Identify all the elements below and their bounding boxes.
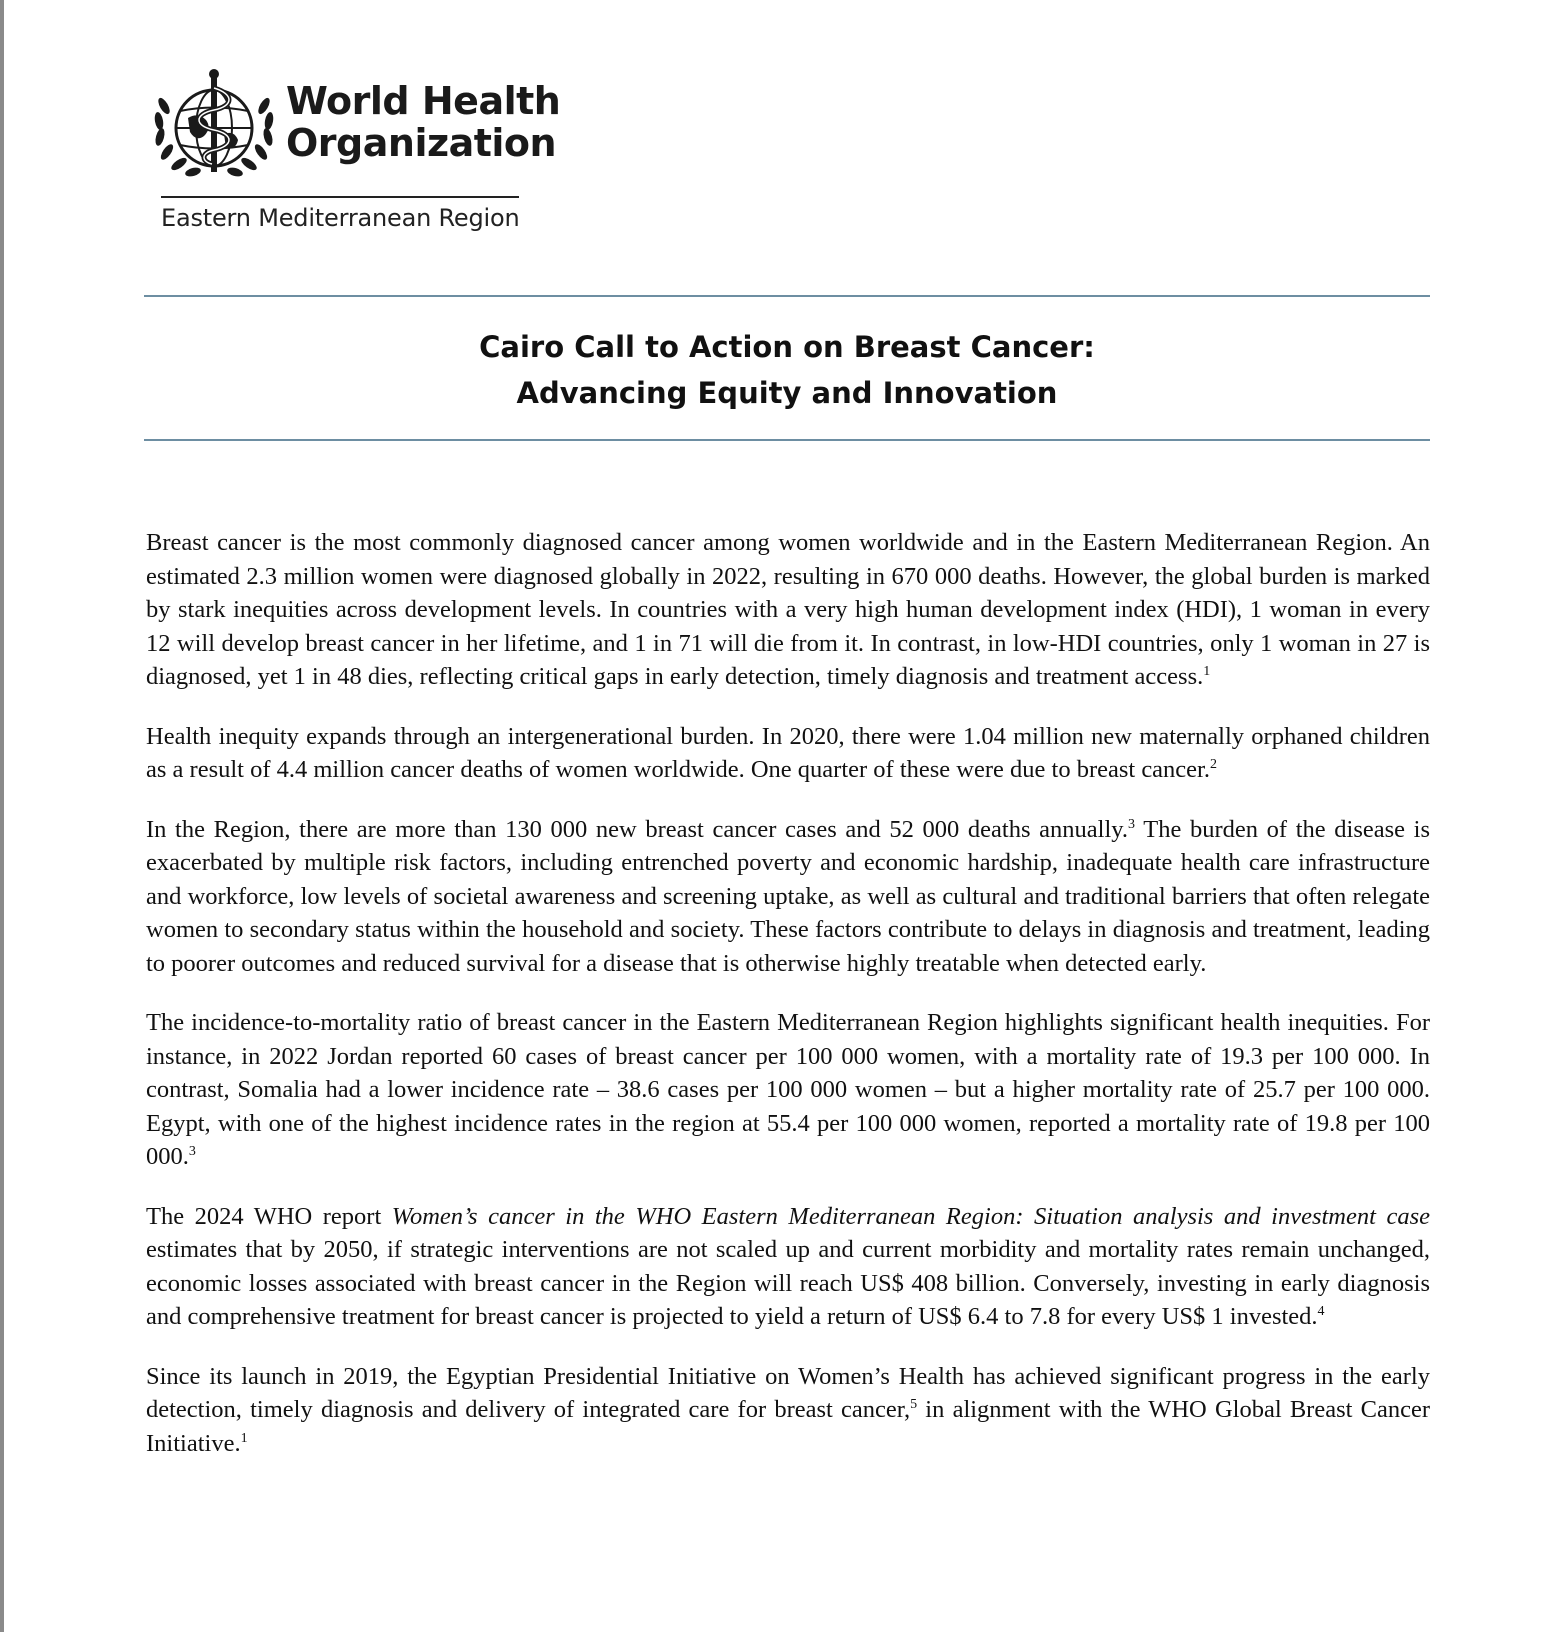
paragraph-text: The burden of the disease is exacerbated by multiple risk factors, including entrenched poverty and economic hardship, inadequate health care infrastructure and workforce, low levels of societal awareness and screening uptake, as well as cultural and traditional barriers that often relegate women to secondary status within the household and society. These factors contribute to delays in diagnosis and treatment, leading to poorer outcomes and reduced survival for a disease that is otherwise highly treatable when detected early. bbox=[146, 815, 1430, 977]
org-name-line2: Organization bbox=[286, 121, 557, 165]
paragraph-global-burden bbox=[146, 526, 1430, 694]
paragraph-region-burden bbox=[146, 813, 1430, 981]
document-title bbox=[144, 324, 1430, 416]
footnote-ref: 2 bbox=[1210, 756, 1217, 772]
footnote-ref: 1 bbox=[240, 1430, 248, 1446]
paragraph-intergenerational bbox=[146, 720, 1430, 787]
paragraph-incidence-mortality bbox=[146, 1006, 1430, 1174]
paragraph-text: estimates that by 2050, if strategic interventions are not scaled up and current morbidity and mortality rates remain unchanged, economic losses associated with breast cancer in the Region will reach US$ 408 billion. Conversely, investing in early diagnosis and comprehensive treatment for breast cancer is projected to yield a return of US$ 6.4 to 7.8 for every US$ 1 invested. bbox=[146, 1236, 1430, 1330]
paragraph-text: In the Region, there are more than 130 000 new breast cancer cases and 52 000 deaths annually. bbox=[146, 815, 1129, 843]
paragraph-text: Since its launch in 2019, the Egyptian Presidential Initiative on Women’s Health has achieved significant progress in the early detection, timely diagnosis and delivery of integrated care for breast cancer, bbox=[146, 1362, 1430, 1423]
document-body bbox=[146, 526, 1430, 1486]
paragraph-text: The 2024 WHO report bbox=[146, 1202, 392, 1230]
title-line1: Cairo Call to Action on Breast Cancer: bbox=[479, 330, 1095, 364]
paragraph-egypt-initiative bbox=[146, 1360, 1430, 1461]
footnote-ref: 1 bbox=[1203, 663, 1211, 679]
title-top-rule bbox=[144, 295, 1430, 297]
paragraph-text: The incidence-to-mortality ratio of breast cancer in the Eastern Mediterranean Region highlights significant health inequities. For instance, in 2022 Jordan reported 60 cases of breast cancer per 100 000 women, with a mortality rate of 19.3 per 100 000. In contrast, Somalia had a lower incidence rate – 38.6 cases per 100 000 women – but a higher mortality rate of 25.7 per 100 000. Egypt, with one of the highest incidence rates in the region at 55.4 per 100 000 women, reported a mortality rate of 19.8 per 100 000. bbox=[146, 1009, 1430, 1170]
who-logo bbox=[150, 66, 561, 246]
paragraph-text: in alignment with the WHO Global Breast Cancer Initiative. bbox=[146, 1396, 1431, 1457]
logo-divider bbox=[161, 196, 519, 198]
paragraph-text: Breast cancer is the most commonly diagnosed cancer among women worldwide and in the Eastern Mediterranean Region. An estimated 2.3 million women were diagnosed globally in 2022, resulting in 670 000 deaths. However, the global burden is marked by stark inequities across development levels. In countries with a very high human development index (HDI), 1 woman in every 12 will develop breast cancer in her lifetime, and 1 in 71 will die from it. In contrast, in low-HDI countries, only 1 woman in 27 is diagnosed, yet 1 in 48 dies, reflecting critical gaps in early detection, timely diagnosis and treatment access. bbox=[146, 529, 1430, 690]
org-name-line1: World Health bbox=[286, 79, 561, 123]
footnote-ref: 5 bbox=[910, 1396, 918, 1412]
report-title: Women’s cancer in the WHO Eastern Mediterranean Region: Situation analysis and investment case bbox=[391, 1202, 1430, 1230]
region-name: Eastern Mediterranean Region bbox=[161, 204, 520, 232]
footnote-ref: 3 bbox=[188, 1143, 196, 1159]
footnote-ref: 4 bbox=[1317, 1303, 1325, 1319]
paragraph-text: Health inequity expands through an intergenerational burden. In 2020, there were 1.04 million new maternally orphaned children as a result of 4.4 million cancer deaths of women worldwide. One quarter of these were due to breast cancer. bbox=[146, 722, 1430, 783]
title-line2: Advancing Equity and Innovation bbox=[516, 376, 1058, 410]
title-bottom-rule bbox=[144, 439, 1430, 441]
who-emblem-icon bbox=[150, 66, 278, 184]
paragraph-investment-case bbox=[146, 1200, 1430, 1334]
footnote-ref: 3 bbox=[1128, 816, 1136, 832]
organization-name bbox=[286, 80, 560, 164]
page-edge bbox=[0, 0, 4, 1632]
